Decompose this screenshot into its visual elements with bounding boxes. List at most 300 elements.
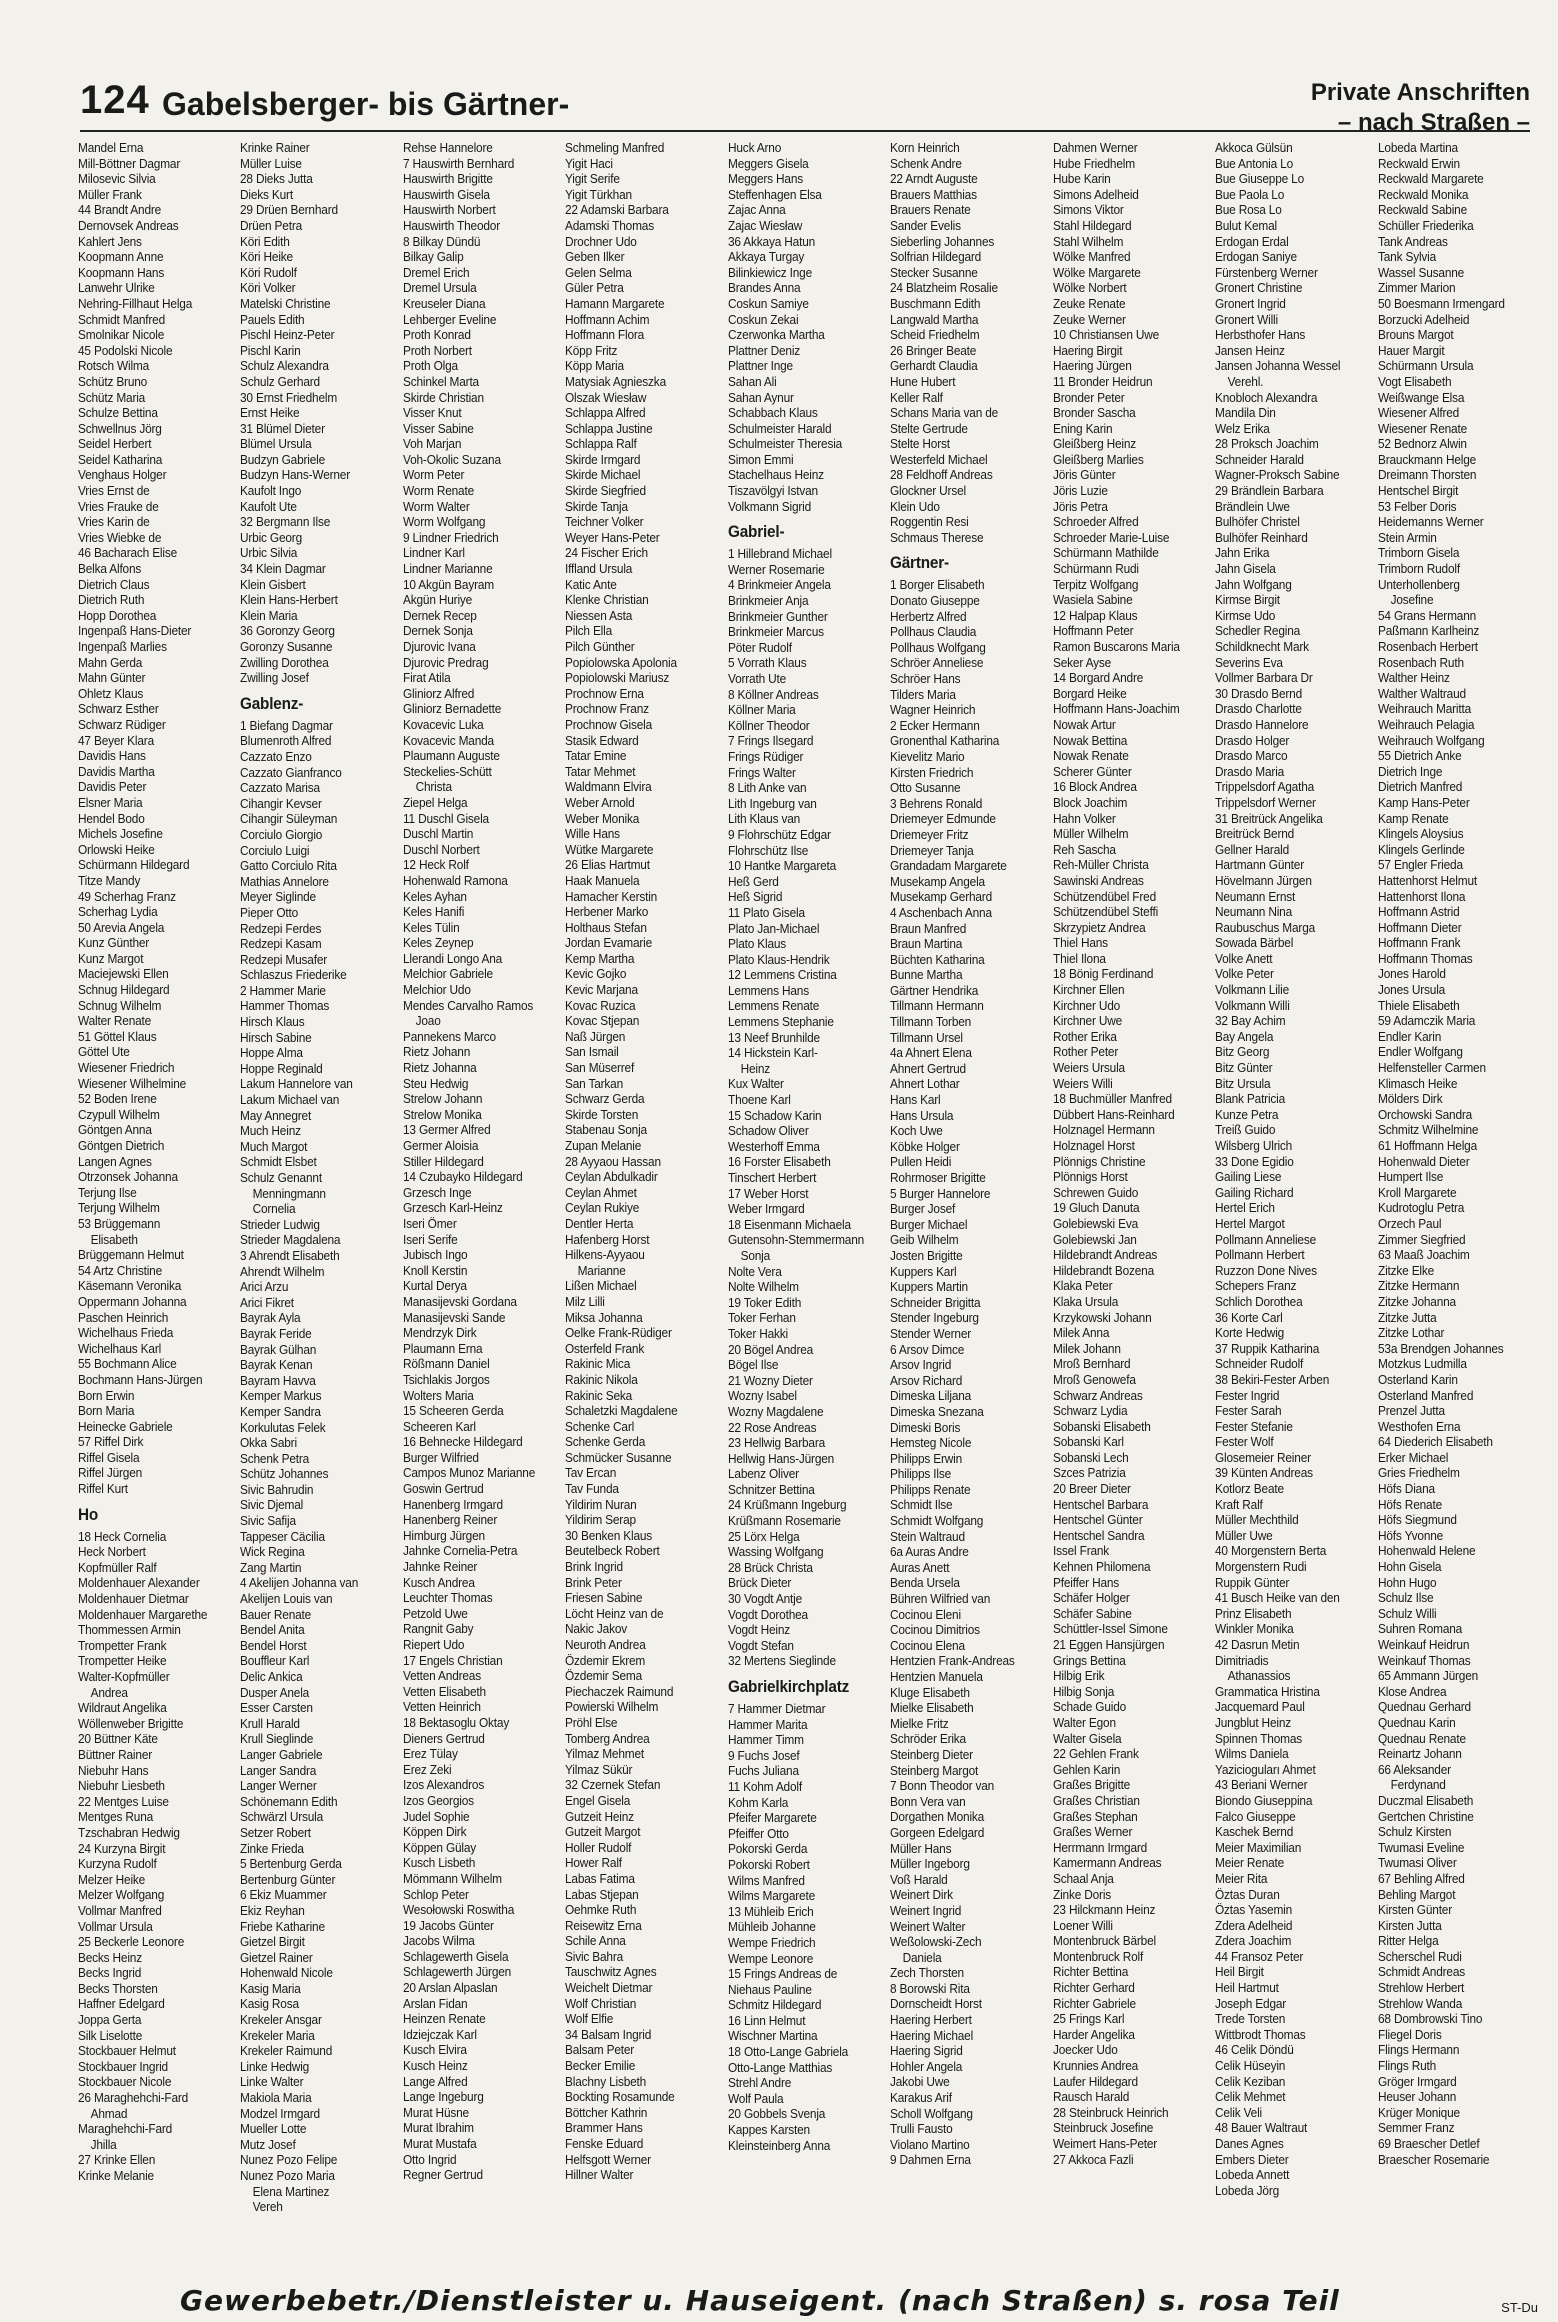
resident-entry: Czypull Wilhelm xyxy=(78,1106,160,1122)
resident-entry: Heinecke Gabriele xyxy=(78,1418,173,1434)
resident-entry: Cocinou Eleni xyxy=(890,1606,962,1622)
resident-entry: Dornscheidt Horst xyxy=(890,1996,983,2012)
resident-entry: Rietz Johanna xyxy=(402,1060,477,1076)
resident-entry: 34 Balsam Ingrid xyxy=(565,2026,652,2042)
resident-entry: Bilkay Galip xyxy=(402,249,464,265)
resident-entry: Donato Giuseppe xyxy=(890,593,980,609)
resident-entry: Pokorski Gerda xyxy=(727,1841,808,1857)
resident-entry: Holznagel Hermann xyxy=(1052,1122,1155,1138)
resident-entry: Stein Armin xyxy=(1377,529,1437,545)
resident-entry: Pilch Günther xyxy=(565,639,635,654)
resident-entry: Frings Rüdiger xyxy=(727,748,804,764)
directory-column xyxy=(1215,140,1371,2276)
resident-entry: Lange Ingeburg xyxy=(402,2089,484,2105)
resident-entry: Geben Ilker xyxy=(565,249,625,265)
resident-entry: Korn Heinrich xyxy=(890,140,960,155)
resident-entry: Orzech Paul xyxy=(1377,1215,1441,1231)
resident-entry: Drasdo Holger xyxy=(1215,732,1290,748)
resident-entry: Grzesch Inge xyxy=(402,1184,472,1200)
resident-entry: Kemp Martha xyxy=(565,950,635,966)
resident-entry: Bitz Ursula xyxy=(1215,1075,1271,1091)
resident-entry: Thiele Elisabeth xyxy=(1377,997,1460,1013)
resident-entry: Vogdt Stefan xyxy=(727,1637,794,1653)
resident-entry: Wölke Norbert xyxy=(1052,280,1127,296)
resident-entry: Budzyn Gabriele xyxy=(240,451,326,467)
resident-entry: Grammatica Hristina xyxy=(1215,1683,1320,1699)
resident-entry: 52 Boden Irene xyxy=(78,1091,157,1107)
resident-entry: Thiel Hans xyxy=(1052,935,1108,951)
resident-entry: Langen Agnes xyxy=(78,1153,152,1169)
resident-entry: Kunz Margot xyxy=(78,950,144,966)
resident-entry: Wilms Manfred xyxy=(727,1872,805,1888)
resident-entry: Köri Volker xyxy=(240,280,296,296)
resident-entry: Fenske Eduard xyxy=(565,2136,644,2151)
resident-entry: Hohn Hugo xyxy=(1377,1574,1436,1590)
resident-entry: Höfs Diana xyxy=(1377,1481,1435,1497)
resident-entry: Neumann Nina xyxy=(1215,904,1293,920)
resident-entry: Weihrauch Wolfgang xyxy=(1377,732,1485,748)
resident-entry: Becks Heinz xyxy=(78,1949,142,1965)
resident-entry: Hemsteg Nicole xyxy=(890,1435,972,1451)
resident-entry: 27 Akkoca Fazli xyxy=(1052,2151,1134,2167)
resident-entry: Vries Wiebke de xyxy=(78,529,162,545)
resident-entry: 22 Adamski Barbara xyxy=(565,202,669,218)
resident-entry: Gronenthal Katharina xyxy=(890,733,1000,749)
resident-entry: Öztas Duran xyxy=(1215,1886,1280,1902)
resident-entry: Walther Waltraud xyxy=(1377,685,1466,701)
resident-entry: 57 Riffel Dirk xyxy=(78,1434,144,1450)
resident-entry: Gatto Corciulo Rita xyxy=(240,858,338,874)
resident-entry: Jubisch Ingo xyxy=(402,1247,468,1263)
resident-entry: Miksa Johanna xyxy=(565,1309,643,1325)
resident-entry: Hertel Erich xyxy=(1215,1200,1275,1216)
resident-entry: Naß Jürgen xyxy=(565,1028,626,1044)
resident-entry: Osterfeld Frank xyxy=(565,1340,645,1356)
resident-entry: Tank Sylvia xyxy=(1377,249,1436,265)
resident-entry: Katic Ante xyxy=(565,576,617,592)
resident-entry: Christa xyxy=(415,779,452,795)
resident-entry: Arici Fikret xyxy=(240,1294,295,1310)
resident-entry: Hamacher Kerstin xyxy=(565,888,658,904)
resident-entry: Dremel Erich xyxy=(402,264,470,280)
resident-entry: Corciulo Giorgio xyxy=(240,826,323,842)
resident-entry: Smolnikar Nicole xyxy=(78,327,165,343)
resident-entry: Oehmke Ruth xyxy=(565,1902,637,1918)
resident-entry: Stockbauer Nicole xyxy=(78,2074,172,2090)
resident-entry: Kusch Elvira xyxy=(402,2042,467,2058)
resident-entry: Otrzonsek Johanna xyxy=(78,1169,178,1185)
resident-entry: Cazzato Gianfranco xyxy=(240,764,343,780)
resident-entry: Makiola Maria xyxy=(240,2090,312,2106)
resident-entry: Gronert Ingrid xyxy=(1215,295,1286,311)
resident-entry: Akkoca Gülsün xyxy=(1215,140,1293,155)
resident-entry: Kamp Renate xyxy=(1377,810,1449,826)
resident-entry: Gutzeit Heinz xyxy=(565,1808,635,1824)
resident-entry: Jahn Wolfgang xyxy=(1215,576,1292,592)
resident-entry: Duschl Martin xyxy=(402,826,474,842)
resident-entry: 16 Forster Elisabeth xyxy=(727,1154,831,1170)
resident-entry: Beutelbeck Robert xyxy=(565,1543,660,1559)
resident-entry: Kleinsteinberg Anna xyxy=(727,2137,830,2153)
resident-entry: Hilkens-Ayyaou xyxy=(565,1247,646,1263)
resident-entry: 10 Akgün Bayram xyxy=(402,576,494,592)
resident-entry: Mandila Din xyxy=(1215,405,1276,421)
resident-entry: Okka Sabri xyxy=(240,1435,298,1451)
resident-entry: Krunnies Andrea xyxy=(1052,2058,1138,2074)
resident-entry: Schepers Franz xyxy=(1215,1278,1297,1294)
resident-entry: 7 Hauswirth Bernhard xyxy=(402,155,515,171)
resident-entry: Hahn Volker xyxy=(1052,810,1116,826)
resident-entry: Steinberg Dieter xyxy=(890,1746,974,1762)
resident-entry: Melzer Heike xyxy=(78,1871,146,1887)
resident-entry: 51 Göttel Klaus xyxy=(78,1028,157,1044)
resident-entry: 19 Gluch Danuta xyxy=(1052,1200,1140,1216)
resident-entry: Bronder Sascha xyxy=(1052,405,1136,421)
resident-entry: Schüttler-Issel Simone xyxy=(1052,1621,1168,1637)
resident-entry: 24 Blatzheim Rosalie xyxy=(890,280,999,296)
resident-entry: Golebiewski Jan xyxy=(1052,1231,1137,1247)
resident-entry: Driemeyer Edmunde xyxy=(890,811,997,827)
page-number: 124 xyxy=(80,78,150,122)
resident-entry: Westerhoff Emma xyxy=(727,1138,820,1154)
resident-entry: Bayram Havva xyxy=(240,1372,317,1388)
resident-entry: Seidel Herbert xyxy=(78,436,152,452)
resident-entry: Schenke Carl xyxy=(565,1418,635,1434)
resident-entry: Weihrauch Pelagia xyxy=(1377,716,1474,732)
resident-entry: Brück Dieter xyxy=(727,1575,791,1591)
resident-entry: Seidel Katharina xyxy=(78,451,163,467)
resident-entry: Corciulo Luigi xyxy=(240,842,310,858)
resident-entry: Melchior Gabriele xyxy=(402,966,493,982)
resident-entry: 25 Lörx Helga xyxy=(727,1528,800,1544)
resident-entry: Plato Jan-Michael xyxy=(727,920,820,936)
resident-entry: Mandel Erna xyxy=(78,140,144,155)
resident-entry: Vogt Elisabeth xyxy=(1377,373,1451,389)
resident-entry: Montenbruck Rolf xyxy=(1052,1948,1143,1964)
resident-entry: Erez Tülay xyxy=(402,1746,458,1762)
resident-entry: 2 Ecker Hermann xyxy=(890,717,980,733)
resident-entry: Kirchner Uwe xyxy=(1052,1013,1122,1029)
resident-entry: Philipps Erwin xyxy=(890,1450,963,1466)
resident-entry: Steffenhagen Elsa xyxy=(727,186,822,202)
resident-entry: Schenk Andre xyxy=(890,155,962,171)
resident-entry: Strehlow Wanda xyxy=(1377,1995,1462,2011)
resident-entry: 28 Steinbruck Heinrich xyxy=(1052,2104,1169,2120)
resident-entry: Schmidt Elsbet xyxy=(240,1154,318,1170)
resident-entry: Dietrich Ruth xyxy=(78,592,145,608)
resident-entry: Roggentin Resi xyxy=(890,514,969,530)
resident-entry: Rehse Hannelore xyxy=(402,140,493,155)
resident-entry: 8 Köllner Andreas xyxy=(727,686,819,702)
resident-entry: Rakinic Mica xyxy=(565,1356,631,1372)
resident-entry: Schnug Wilhelm xyxy=(78,997,162,1013)
resident-entry: 16 Behnecke Hildegard xyxy=(402,1434,523,1450)
resident-entry: Meggers Gisela xyxy=(727,155,809,171)
resident-entry: Niebuhr Hans xyxy=(78,1762,149,1778)
resident-entry: San Tarkan xyxy=(565,1075,624,1091)
resident-entry: Wischner Martina xyxy=(727,2028,818,2044)
resident-entry: Nowak Artur xyxy=(1052,716,1116,732)
resident-entry: Wildraut Angelika xyxy=(78,1700,167,1716)
resident-entry: 57 Engler Frieda xyxy=(1377,857,1463,873)
resident-entry: Cazzato Marisa xyxy=(240,780,321,796)
resident-entry: Wozny Isabel xyxy=(727,1388,797,1404)
resident-entry: Vogdt Heinz xyxy=(727,1622,790,1638)
resident-entry: Mölders Dirk xyxy=(1377,1091,1442,1107)
resident-entry: Issel Frank xyxy=(1052,1543,1109,1559)
resident-entry: Schürmann Mathilde xyxy=(1052,545,1159,561)
resident-entry: Hoffmann Dieter xyxy=(1377,919,1462,935)
resident-entry: Ekiz Reyhan xyxy=(240,1902,306,1918)
resident-entry: Djurovic Ivana xyxy=(402,639,476,654)
resident-entry: Stockbauer Helmut xyxy=(78,2043,176,2059)
resident-entry: Stein Waltraud xyxy=(890,1528,966,1544)
resident-entry: Stiller Hildegard xyxy=(402,1153,484,1169)
resident-entry: Krinke Melanie xyxy=(78,2168,154,2183)
resident-entry: Schlappa Ralf xyxy=(565,436,637,452)
resident-entry: Bendel Anita xyxy=(240,1622,305,1638)
resident-entry: Reckwald Margarete xyxy=(1377,171,1484,187)
resident-entry: Gronert Christine xyxy=(1215,280,1303,296)
resident-entry: Wassing Wolfgang xyxy=(727,1544,824,1560)
resident-entry: Lemmens Stephanie xyxy=(727,1014,834,1030)
resident-entry: Iseri Serife xyxy=(402,1231,458,1247)
resident-entry: Nowak Renate xyxy=(1052,748,1129,764)
resident-entry: Arsov Ingrid xyxy=(890,1357,952,1373)
resident-entry: Lanwehr Ulrike xyxy=(78,280,155,296)
resident-entry: 22 Arndt Auguste xyxy=(890,171,978,187)
resident-entry: Wagner Heinrich xyxy=(890,702,976,718)
resident-entry: Josefine xyxy=(1390,592,1433,608)
resident-entry: Athanassios xyxy=(1227,1668,1291,1684)
resident-entry: Pollmann Herbert xyxy=(1215,1247,1305,1263)
resident-entry: Skirde Siegfried xyxy=(565,483,647,499)
resident-entry: Judel Sophie xyxy=(402,1808,470,1824)
resident-entry: Hoppe Alma xyxy=(240,1045,304,1061)
resident-entry: Bronder Peter xyxy=(1052,389,1125,405)
resident-entry: Jansen Johanna Wessel xyxy=(1215,358,1341,374)
resident-entry: Bulhöfer Christel xyxy=(1215,514,1300,530)
resident-entry: Schürmann Rudi xyxy=(1052,561,1139,577)
resident-entry: Pfeiffer Otto xyxy=(727,1825,789,1841)
resident-entry: Klaka Ursula xyxy=(1052,1293,1118,1309)
resident-entry: 13 Germer Alfred xyxy=(402,1122,491,1138)
resident-entry: Grzesch Karl-Heinz xyxy=(402,1200,503,1216)
resident-entry: Hauswirth Brigitte xyxy=(402,171,493,187)
resident-entry: Rother Peter xyxy=(1052,1044,1118,1060)
resident-entry: Hirsch Sabine xyxy=(240,1029,312,1045)
resident-entry: Göttel Ute xyxy=(78,1044,130,1060)
resident-entry: Bayrak Gülhan xyxy=(240,1341,317,1357)
resident-entry: Mutz Josef xyxy=(240,2136,297,2152)
resident-entry: 22 Mentges Luise xyxy=(78,1793,169,1809)
resident-entry: Schäfer Holger xyxy=(1052,1590,1130,1606)
resident-entry: Worm Wolfgang xyxy=(402,514,486,530)
resident-entry: 69 Braescher Detlef xyxy=(1377,2136,1480,2151)
resident-entry: Zitzke Jutta xyxy=(1377,1309,1437,1325)
resident-entry: Brinkmeier Gunther xyxy=(727,608,828,624)
resident-entry: Dentler Herta xyxy=(565,1215,634,1231)
resident-entry: Trompetter Frank xyxy=(78,1637,167,1653)
resident-entry: Wilms Margarete xyxy=(727,1888,815,1904)
resident-entry: Reh-Müller Christa xyxy=(1052,857,1149,873)
resident-entry: Schlaszus Friederike xyxy=(240,967,348,983)
resident-entry: Müller Mechthild xyxy=(1215,1512,1299,1528)
directory-columns xyxy=(78,140,1534,2276)
resident-entry: Ingenpaß Hans-Dieter xyxy=(78,623,192,639)
resident-entry: 1 Hillebrand Michael xyxy=(727,546,832,562)
resident-entry: Vetten Heinrich xyxy=(402,1699,481,1715)
resident-entry: Volke Anett xyxy=(1215,950,1273,966)
resident-entry: Yigit Türkhan xyxy=(565,186,633,202)
resident-entry: Krzykowski Johann xyxy=(1052,1309,1152,1325)
resident-entry: Vogdt Dorothea xyxy=(727,1606,808,1622)
resident-entry: Orchowski Sandra xyxy=(1377,1106,1472,1122)
resident-entry: Tatar Mehmet xyxy=(565,763,636,779)
resident-entry: Pannekens Marco xyxy=(402,1028,496,1044)
resident-entry: Cornelia xyxy=(253,1201,296,1217)
resident-entry: Schlop Peter xyxy=(402,1886,469,1902)
resident-entry: Tappeser Cäcilia xyxy=(240,1528,326,1544)
resident-entry: Steckelies-Schütt xyxy=(402,763,492,779)
resident-entry: Dusper Anela xyxy=(240,1684,310,1700)
resident-entry: Humpert Ilse xyxy=(1377,1169,1443,1185)
resident-entry: Kirmse Birgit xyxy=(1215,592,1281,608)
resident-entry: Quednau Renate xyxy=(1377,1730,1466,1746)
resident-entry: Plato Klaus xyxy=(727,936,786,952)
resident-entry: Mueller Lotte xyxy=(240,2121,307,2137)
resident-entry: Schwärzl Ursula xyxy=(240,1809,324,1825)
resident-entry: Tav Ercan xyxy=(565,1465,617,1481)
resident-entry: Hoffmann Thomas xyxy=(1377,950,1473,966)
resident-entry: Wille Hans xyxy=(565,826,621,842)
resident-entry: Pokorski Robert xyxy=(727,1856,810,1872)
resident-entry: Schmücker Susanne xyxy=(565,1449,672,1465)
resident-entry: Sivic Djemal xyxy=(240,1497,304,1513)
resident-entry: Lith Klaus van xyxy=(727,811,800,827)
resident-entry: Urbic Silvia xyxy=(240,545,298,561)
resident-entry: Brauckmann Helge xyxy=(1377,451,1476,467)
page-header xyxy=(0,0,1558,140)
resident-entry: Wütke Margarete xyxy=(565,841,654,857)
resident-entry: Much Heinz xyxy=(240,1123,302,1139)
resident-entry: Schütz Maria xyxy=(78,389,146,405)
resident-entry: Böttcher Kathrin xyxy=(565,2104,648,2120)
resident-entry: Herbertz Alfred xyxy=(890,608,967,624)
resident-entry: Vries Frauke de xyxy=(78,498,159,514)
resident-entry: Heil Birgit xyxy=(1215,1964,1264,1980)
resident-entry: Wolters Maria xyxy=(402,1387,474,1403)
resident-entry: Leuchter Thomas xyxy=(402,1590,493,1606)
resident-entry: Hauer Margit xyxy=(1377,342,1444,358)
resident-entry: Krüger Monique xyxy=(1377,2104,1460,2120)
resident-entry: Wittbrodt Thomas xyxy=(1215,2026,1306,2042)
resident-entry: 53 Brüggemann xyxy=(78,1215,161,1231)
resident-entry: Elsner Maria xyxy=(78,794,143,810)
resident-entry: Heuser Johann xyxy=(1377,2089,1456,2105)
resident-entry: Bockting Rosamunde xyxy=(565,2089,675,2105)
resident-entry: Schützendübel Fred xyxy=(1052,888,1156,904)
resident-entry: Voh-Okolic Suzana xyxy=(402,451,501,467)
resident-entry: Lobeda Annett xyxy=(1215,2167,1290,2183)
street-heading: Gärtner- xyxy=(890,553,950,573)
resident-entry: 48 Bauer Waltraut xyxy=(1215,2120,1308,2136)
resident-entry: Haering Michael xyxy=(890,2027,974,2043)
resident-entry: Büchten Katharina xyxy=(890,951,985,967)
resident-entry: Klein Udo xyxy=(890,498,941,514)
resident-entry: Trippelsdorf Werner xyxy=(1215,794,1316,810)
resident-entry: Ahrendt Wilhelm xyxy=(240,1263,325,1279)
resident-entry: Kirmse Udo xyxy=(1215,607,1276,623)
resident-entry: Iffland Ursula xyxy=(565,561,633,577)
resident-entry: 28 Feldhoff Andreas xyxy=(890,467,993,483)
resident-entry: Wiesener Friedrich xyxy=(78,1060,175,1076)
resident-entry: 32 Bergmann Ilse xyxy=(240,514,331,530)
resident-entry: Scheid Friedhelm xyxy=(890,327,980,343)
resident-entry: Hammer Thomas xyxy=(240,998,330,1014)
resident-entry: 20 Arslan Alpaslan xyxy=(402,1980,498,1996)
resident-entry: Arsov Richard xyxy=(890,1372,963,1388)
resident-entry: Plattner Deniz xyxy=(727,342,800,358)
resident-entry: Terjung Wilhelm xyxy=(78,1200,160,1216)
resident-entry: Sowada Bärbel xyxy=(1215,935,1294,951)
resident-entry: Rößmann Daniel xyxy=(402,1356,490,1372)
resident-entry: Schlagewerth Jürgen xyxy=(402,1964,511,1980)
resident-entry: Tav Funda xyxy=(565,1481,620,1497)
resident-entry: Graßes Werner xyxy=(1052,1824,1132,1840)
resident-entry: Trompetter Heike xyxy=(78,1653,167,1669)
resident-entry: Schroeder Marie-Luise xyxy=(1052,529,1169,545)
resident-entry: Krekeler Ansgar xyxy=(240,2012,323,2028)
resident-entry: Montenbruck Bärbel xyxy=(1052,1933,1156,1949)
resident-entry: Holler Rudolf xyxy=(565,1839,632,1855)
resident-entry: Vorrath Ute xyxy=(727,671,786,686)
resident-entry: Engel Gisela xyxy=(565,1792,631,1808)
resident-entry: Vollmar Manfred xyxy=(78,1902,162,1918)
resident-entry: Mendrzyk Dirk xyxy=(402,1325,477,1341)
resident-entry: Thommessen Armin xyxy=(78,1622,181,1638)
resident-entry: Otto Susanne xyxy=(890,780,961,796)
resident-entry: Cihangir Kevser xyxy=(240,795,323,811)
resident-entry: Drüen Petra xyxy=(240,217,303,233)
resident-entry: Hoffmann Peter xyxy=(1052,623,1134,639)
resident-entry: Voß Harald xyxy=(890,1871,948,1887)
resident-entry: Kopfmüller Ralf xyxy=(78,1559,157,1575)
resident-entry: Heck Norbert xyxy=(78,1544,146,1560)
resident-entry: Tillmann Torben xyxy=(890,1014,972,1030)
resident-entry: Walter Gisela xyxy=(1052,1730,1122,1746)
resident-entry: Musekamp Angela xyxy=(890,873,986,889)
resident-entry: Embers Dieter xyxy=(1215,2151,1289,2167)
resident-entry: Wesołowski Roswitha xyxy=(402,1902,515,1918)
resident-entry: Borzucki Adelheid xyxy=(1377,311,1469,327)
resident-entry: Marianne xyxy=(577,1262,626,1278)
resident-entry: Drasdo Charlotte xyxy=(1215,701,1302,717)
resident-entry: Joseph Edgar xyxy=(1215,1995,1287,2011)
resident-entry: Pieper Otto xyxy=(240,904,299,920)
resident-entry: Balsam Peter xyxy=(565,2042,635,2058)
resident-entry: Stahl Hildegard xyxy=(1052,217,1132,233)
resident-entry: Duschl Norbert xyxy=(402,841,480,857)
resident-entry: Plaumann Erna xyxy=(402,1340,483,1356)
resident-entry: Kunz Günther xyxy=(78,935,150,951)
resident-entry: 32 Mertens Sieglinde xyxy=(727,1653,836,1669)
resident-entry: Fester Sarah xyxy=(1215,1403,1282,1419)
resident-entry: Krekeler Raimund xyxy=(240,2043,333,2059)
resident-entry: Zdera Joachim xyxy=(1215,1933,1292,1949)
resident-entry: Schedler Regina xyxy=(1215,623,1301,639)
resident-entry: 16 Block Andrea xyxy=(1052,779,1137,795)
